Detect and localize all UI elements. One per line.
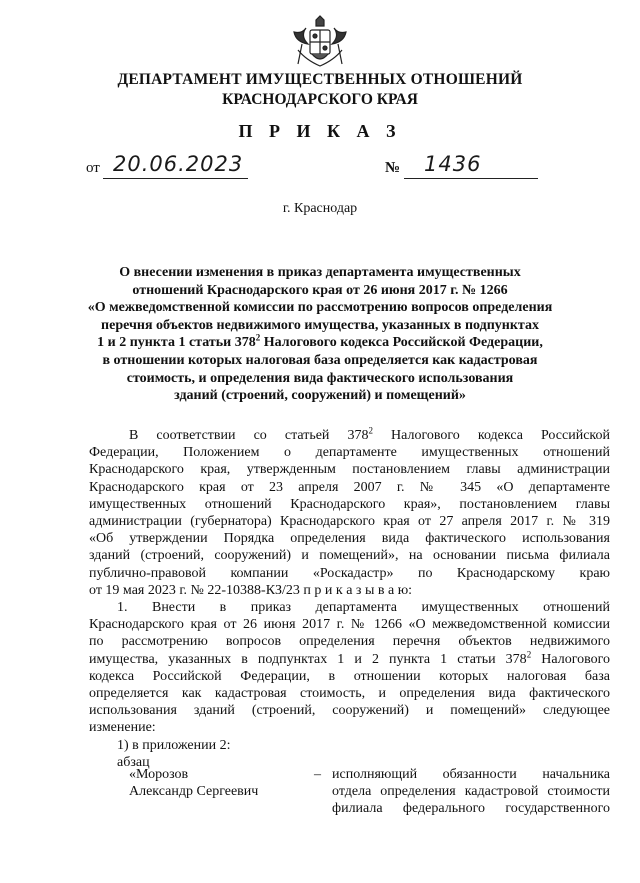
body-line: имущества, указанных в подпунктах 1 и 2 пункта 1 статьи $378^2$ Налогового (89, 648, 610, 667)
department-name: ДЕПАРТАМЕНТ ИМУЩЕСТВЕННЫХ ОТНОШЕНИЙ (117, 71, 523, 88)
superscript: 2 (255, 332, 261, 343)
body-line: имущественных отношений Краснодарского края», постановлением главы (89, 496, 610, 512)
subject-line: зданий (строений, сооружений) и помещений» (174, 388, 466, 404)
order-body (89, 427, 610, 771)
body-line: изменение: (89, 720, 156, 736)
coat-of-arms-icon (286, 14, 354, 72)
body-line: администрации (губернатора) Краснодарского края от 27 апреля 2017 г. № 319 (89, 514, 610, 530)
body-line: Краснодарского края от 23 апреля 2007 г. № 345 «О департаменте (89, 479, 610, 495)
order-subject (80, 264, 560, 405)
subject-line: перечня объектов недвижимого имущества, указанных в подпунктах (101, 317, 539, 333)
number-prefix: № (385, 160, 401, 176)
subject-line: стоимость, и определения вида фактического использования (126, 370, 514, 386)
number-handwritten: 1436 (424, 152, 482, 176)
body-line: использования зданий (строений, сооружений) и помещений» следующее (89, 703, 610, 719)
body-line: Краснодарского края, утвержденным постановлением главы администрации (89, 462, 610, 478)
date-prefix: от (86, 160, 100, 176)
body-line: кодекса Российской Федерации, в отношении которых налоговая база (89, 668, 610, 684)
subject-line: «О межведомственной комиссии по рассмотрению вопросов определения (87, 300, 553, 316)
body-line: Федерации, Положением о департаменте имущественных отношений (89, 445, 610, 461)
subject-line: отношений Краснодарского края от 26 июня 2017 г. № 1266 (132, 282, 508, 298)
body-line: зданий (строений, сооружений) и помещений», на основании письма филиала (89, 548, 610, 564)
doc-type-title: П Р И К А З (238, 121, 402, 141)
body-line: 1. Внести в приказ департамента имущественных отношений (117, 600, 610, 616)
city-line: г. Краснодар (282, 201, 358, 216)
body-line: «Об утверждении Порядка определения вида фактического использования (89, 531, 610, 547)
date-handwritten: 20.06.2023 (113, 152, 244, 176)
member-name: «Морозов Александр Сергеевич (129, 767, 259, 800)
body-line: публично-правовой компании «Роскадастр» по Краснодарскому краю (89, 565, 610, 581)
date-underline (103, 178, 248, 179)
subject-line: в отношении которых налоговая база определяется как кадастровая (102, 352, 538, 368)
subject-line: 1 и 2 пункта 1 статьи $378^2$ Налогового кодекса Российской Федерации, (97, 332, 543, 351)
body-line: по рассмотрению вопросов определения перечня объектов недвижимого (89, 634, 610, 650)
subject-line: О внесении изменения в приказ департамента имущественных (119, 265, 521, 280)
body-line: Краснодарского края от 26 июня 2017 г. № 1266 «О межведомственной комиссии (89, 617, 610, 633)
body-line: от 19 мая 2023 г. № 22-10388-КЗ/23 п р и к а з ы в а ю: (89, 582, 413, 598)
department-region: КРАСНОДАРСКОГО КРАЯ (222, 91, 418, 108)
member-position: – исполняющий обязанности начальника отдела определения кадастровой стоимости филиала федерального государственного (314, 767, 610, 817)
body-line: определяется как кадастровая стоимость, и определения вида фактического (89, 686, 610, 702)
number-underline (404, 178, 538, 179)
item-line: 1) в приложении 2: (117, 737, 231, 753)
item-line: абзац (117, 754, 150, 770)
body-line: В соответствии со статьей $378^2$ Налогового кодекса Российской (129, 425, 610, 443)
